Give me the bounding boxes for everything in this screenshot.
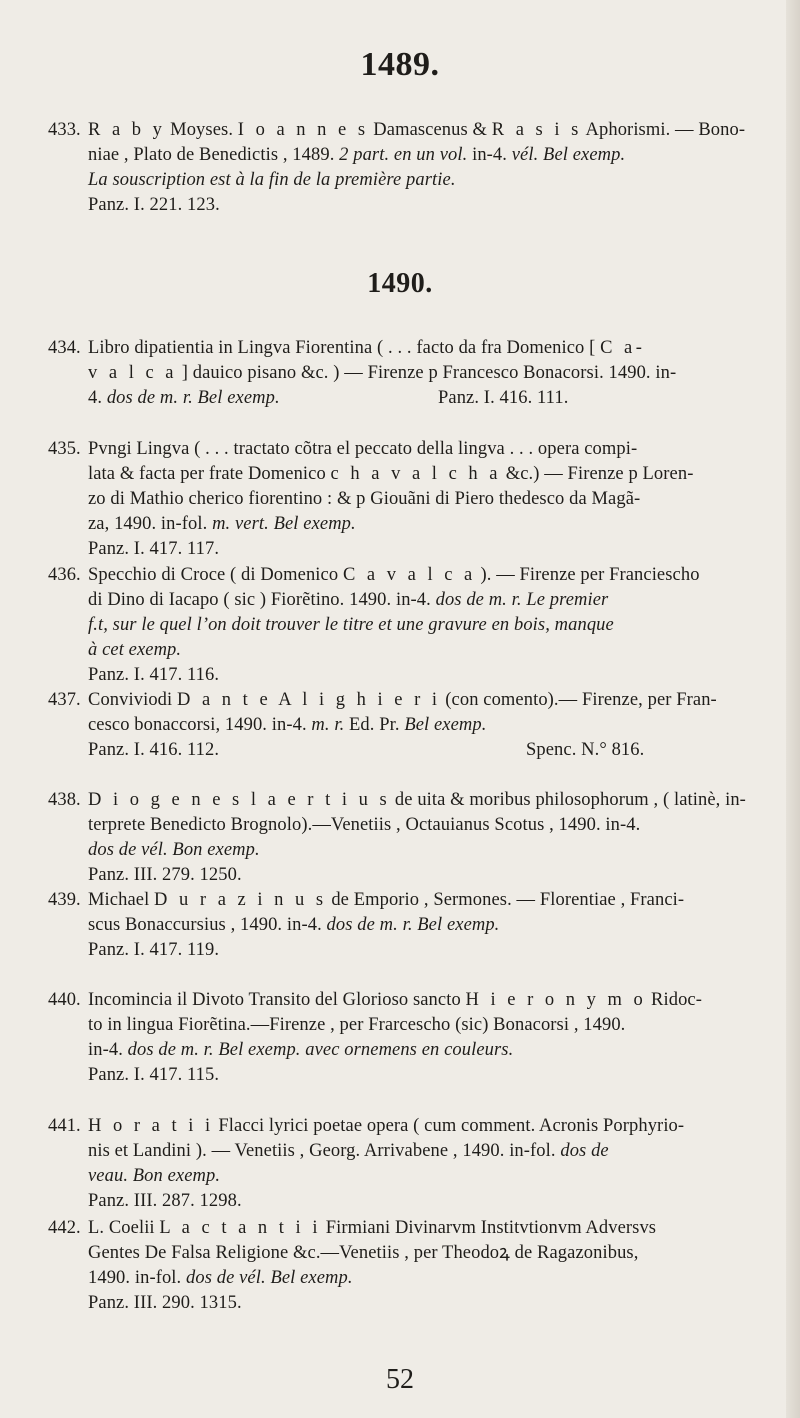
entry-italic: dos de m. r. Le premier	[435, 590, 609, 610]
entry-text: zo di Mathio cherico fiorentino : & p Giouãni di Piero thedesco da Magã-	[88, 489, 641, 509]
entry-text: Conviviodi	[88, 690, 177, 710]
entry-text: Firmiani Divinarvm Institvtionvm Adversvs	[320, 1218, 657, 1238]
entry-italic: m. r.	[311, 715, 345, 735]
reference: Panz. I. 417. 119.	[88, 940, 220, 960]
author-name: H i e r o n y m o	[465, 990, 647, 1010]
catalogue-entry-434	[48, 336, 768, 411]
entry-text: &c.) — Firenze p Loren-	[501, 464, 694, 484]
entry-text: Ridoc-	[646, 990, 702, 1010]
entry-text: Moyses.	[165, 120, 238, 140]
reference: Panz. I. 416. 112.	[88, 740, 220, 760]
author-name: D i o g e n e s l a e r t i u s	[88, 790, 391, 810]
catalogue-entry-439	[48, 888, 768, 963]
entry-number: 439.	[48, 890, 81, 910]
entry-text: terprete Benedicto Brognolo).—Venetiis , Octauianus Scotus , 1490. in-4.	[88, 815, 641, 835]
entry-text: 1490. in-fol.	[88, 1268, 187, 1288]
entry-text: de uita & moribus philosophorum , ( latinè, in-	[390, 790, 746, 810]
entry-text: za, 1490. in-fol.	[88, 514, 213, 534]
entry-italic: vél. Bel exemp.	[511, 145, 626, 165]
author-name: I o a n n e s	[237, 120, 369, 140]
catalogue-entry-437	[48, 688, 768, 763]
entry-number: 438.	[48, 790, 81, 810]
entry-number: 434.	[48, 338, 81, 358]
reference: Panz. I. 417. 116.	[88, 665, 220, 685]
entry-text: L. Coelii	[88, 1218, 160, 1238]
catalogue-entry-433	[48, 118, 768, 218]
catalogue-entry-441	[48, 1114, 768, 1214]
author-name: v a l c a	[88, 363, 178, 383]
entry-text: Flacci lyrici poetae opera ( cum comment. Acronis Porphyrio-	[213, 1116, 685, 1136]
entry-number: 440.	[48, 990, 81, 1010]
entry-italic: Bel exemp.	[404, 715, 487, 735]
entry-number: 437.	[48, 690, 81, 710]
entry-italic: dos de vél. Bon exemp.	[88, 840, 260, 860]
author-name: c h a v a l c h a	[330, 464, 501, 484]
entry-text: di Dino di Iacapo ( sic ) Fiorẽtino. 1490. in-4.	[88, 590, 436, 610]
year-heading-top: 1489.	[360, 46, 440, 83]
author-name: D u r a z i n u s	[154, 890, 327, 910]
entry-text: nis et Landini ). — Venetiis , Georg. Arrivabene , 1490. in-fol.	[88, 1141, 561, 1161]
entry-text: Libro dipatientia in Lingva Fiorentina ( . . . facto da fra Domenico [	[88, 338, 601, 358]
entry-text: (con comento).— Firenze, per Fran-	[440, 690, 717, 710]
entry-text: ] dauico pisano &c. ) — Firenze p Francesco Bonacorsi. 1490. in-	[177, 363, 677, 383]
author-name: C a v a l c a	[342, 565, 476, 585]
entry-text: Pvngi Lingva ( . . . tractato cõtra el peccato della lingva . . . opera compi-	[88, 439, 638, 459]
page-edge	[786, 0, 800, 1418]
entry-text: in-4.	[467, 145, 512, 165]
entry-text: to in lingua Fiorẽtina.—Firenze , per Frarcescho (sic) Bonacorsi , 1490.	[88, 1015, 626, 1035]
entry-italic: dos de	[560, 1141, 609, 1161]
entry-italic: dos de vél. Bel exemp.	[186, 1268, 353, 1288]
catalogue-entry-436	[48, 563, 768, 688]
entry-text: Michael	[88, 890, 155, 910]
catalogue-entry-435	[48, 437, 768, 562]
entry-italic: dos de m. r. Bel exemp.	[106, 388, 280, 408]
catalogue-entry-442	[48, 1216, 768, 1316]
entry-note: f.t, sur le quel l’on doit trouver le titre et une gravure en bois, manque	[88, 615, 614, 635]
entry-text: 4.	[88, 388, 107, 408]
author-name: C a-	[600, 338, 646, 358]
author-name: H o r a t i i	[88, 1116, 214, 1136]
entry-text: lata & facta per frate Domenico	[88, 464, 331, 484]
reference: Panz. I. 221. 123.	[88, 195, 220, 215]
catalogue-entry-438	[48, 788, 768, 888]
entry-text: Ed. Pr.	[344, 715, 405, 735]
page-number: 52	[386, 1364, 414, 1395]
author-name: R a s i s	[491, 120, 582, 140]
entry-italic: m. vert. Bel exemp.	[212, 514, 356, 534]
entry-note: à cet exemp.	[88, 640, 182, 660]
entry-note: La souscription est à la fin de la première partie.	[88, 170, 456, 190]
entry-text: Aphorismi. — Bono-	[581, 120, 746, 140]
entry-text: ). — Firenze per Franciescho	[475, 565, 700, 585]
catalogue-entry-440	[48, 988, 768, 1088]
entry-text: in-4.	[88, 1040, 128, 1060]
entry-text: cesco bonaccorsi, 1490. in-4.	[88, 715, 312, 735]
entry-text: de Emporio , Sermones. — Florentiae , Franci-	[326, 890, 685, 910]
reference: Panz. I. 417. 117.	[88, 539, 220, 559]
entry-number: 433.	[48, 120, 81, 140]
entry-number: 436.	[48, 565, 81, 585]
entry-italic: 2 part. en un vol.	[339, 145, 468, 165]
entry-italic: veau. Bon exemp.	[88, 1166, 221, 1186]
reference: Panz. III. 279. 1250.	[88, 865, 242, 885]
reference: Panz. III. 290. 1315.	[88, 1293, 242, 1313]
entry-text: scus Bonaccursius , 1490. in-4.	[88, 915, 327, 935]
entry-number: 442.	[48, 1218, 81, 1238]
reference-secondary: Spenc. N.° 816.	[526, 740, 645, 760]
entry-number: 441.	[48, 1116, 81, 1136]
entry-italic: dos de m. r. Bel exemp.	[326, 915, 500, 935]
entry-italic: dos de m. r. Bel exemp. avec ornemens en couleurs.	[127, 1040, 514, 1060]
entry-text: Incomincia il Divoto Transito del Glorioso sancto	[88, 990, 466, 1010]
entry-text: Specchio di Croce ( di Domenico	[88, 565, 343, 585]
reference: Panz. I. 417. 115.	[88, 1065, 220, 1085]
year-heading-middle: 1490.	[367, 268, 433, 299]
entry-text: niae , Plato de Benedictis , 1489.	[88, 145, 340, 165]
entry-number: 435.	[48, 439, 81, 459]
reference: Panz. III. 287. 1298.	[88, 1191, 242, 1211]
author-name: D a n t e A l i g h i e r i	[176, 690, 441, 710]
reference: Panz. I. 416. 111.	[438, 388, 569, 408]
entry-text: Gentes De Falsa Religione &c.—Venetiis , per Theodoꝝ de Ragazonibus,	[88, 1243, 639, 1263]
entry-text: Damascenus &	[368, 120, 492, 140]
author-name: L a c t a n t i i	[159, 1218, 321, 1238]
author-name: R a b y	[88, 120, 166, 140]
